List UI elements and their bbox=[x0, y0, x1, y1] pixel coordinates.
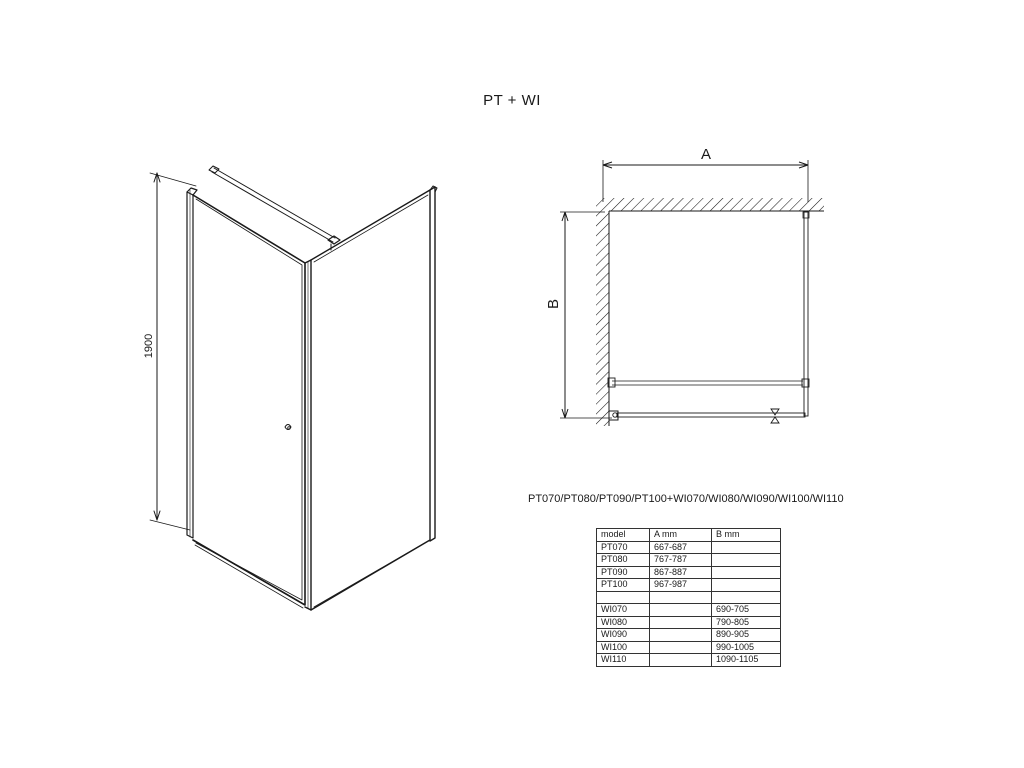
cell-a: 767-787 bbox=[650, 554, 712, 567]
table-row bbox=[597, 616, 781, 629]
cell-a: 967-987 bbox=[650, 579, 712, 592]
plan-side-panel bbox=[802, 212, 809, 416]
cell-model: WI090 bbox=[597, 629, 650, 642]
table-row bbox=[597, 654, 781, 667]
cell-a: 667-687 bbox=[650, 541, 712, 554]
cell-model: WI070 bbox=[597, 604, 650, 617]
cell-b: 690-705 bbox=[712, 604, 781, 617]
table-row bbox=[597, 579, 781, 592]
spec-table bbox=[596, 528, 781, 667]
cell-model: WI110 bbox=[597, 654, 650, 667]
cell-b: 1090-1105 bbox=[712, 654, 781, 667]
table-row bbox=[597, 604, 781, 617]
table-row bbox=[597, 641, 781, 654]
cell-a bbox=[650, 591, 712, 604]
cell-b bbox=[712, 554, 781, 567]
cell-b: 890-905 bbox=[712, 629, 781, 642]
height-label: 1900 bbox=[143, 333, 155, 359]
cell-model: WI080 bbox=[597, 616, 650, 629]
cell-model: PT100 bbox=[597, 579, 650, 592]
plan-door bbox=[609, 409, 805, 423]
table-row bbox=[597, 566, 781, 579]
b-label: B bbox=[545, 298, 562, 310]
cell-model: PT090 bbox=[597, 566, 650, 579]
cell-b: 990-1005 bbox=[712, 641, 781, 654]
back-wall-hatch bbox=[596, 198, 824, 211]
a-dimension bbox=[603, 160, 808, 202]
cell-model bbox=[597, 591, 650, 604]
cell-b bbox=[712, 579, 781, 592]
cell-model: WI100 bbox=[597, 641, 650, 654]
side-wall-hatch bbox=[596, 211, 609, 426]
cell-a bbox=[650, 616, 712, 629]
cell-b bbox=[712, 591, 781, 604]
cell-model: PT070 bbox=[597, 541, 650, 554]
cell-b bbox=[712, 566, 781, 579]
table-row bbox=[597, 629, 781, 642]
cell-a bbox=[650, 654, 712, 667]
plan-stabilizer-bar bbox=[608, 378, 803, 387]
cell-b bbox=[712, 541, 781, 554]
table-row bbox=[597, 554, 781, 567]
cell-a bbox=[650, 629, 712, 642]
header-model: model bbox=[597, 529, 650, 542]
cell-b: 790-805 bbox=[712, 616, 781, 629]
header-a: A mm bbox=[650, 529, 712, 542]
diagram-title: PT + WI bbox=[483, 92, 541, 109]
table-header-row bbox=[597, 529, 781, 542]
a-label: A bbox=[700, 146, 712, 163]
table-row bbox=[597, 541, 781, 554]
cell-a bbox=[650, 604, 712, 617]
cell-a bbox=[650, 641, 712, 654]
cell-model: PT080 bbox=[597, 554, 650, 567]
cell-a: 867-887 bbox=[650, 566, 712, 579]
table-row bbox=[597, 591, 781, 604]
plan-handle bbox=[771, 409, 779, 423]
models-line: PT070/PT080/PT090/PT100+WI070/WI080/WI090/WI100/WI110 bbox=[528, 493, 844, 505]
header-b: B mm bbox=[712, 529, 781, 542]
